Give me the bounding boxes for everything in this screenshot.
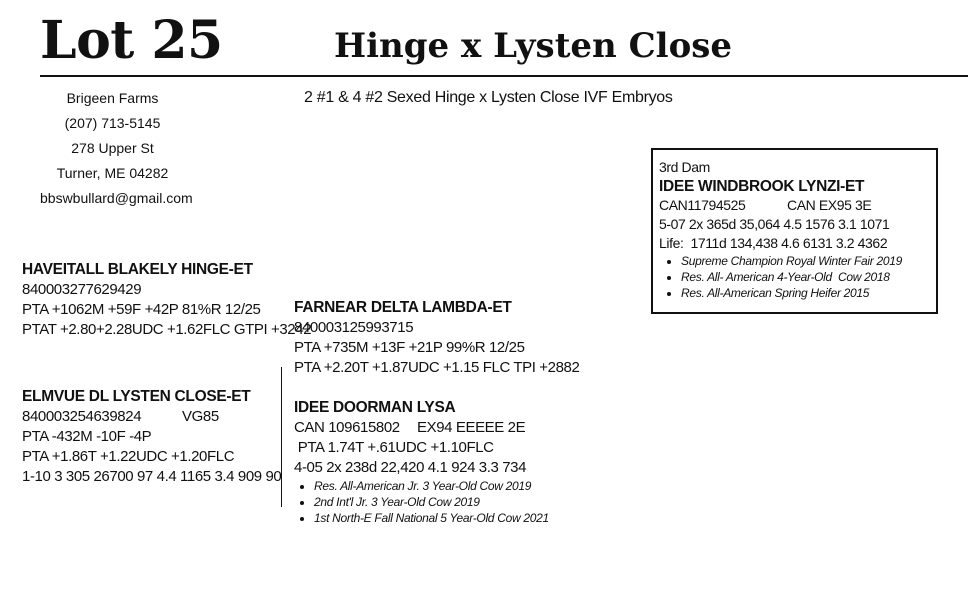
maternal-dam-classification: EX94 EEEEE 2E [417,419,526,436]
maternal-dam-registration-row [294,418,549,438]
dam-pta-type: PTA +1.86T +1.22UDC +1.20FLC [22,448,235,465]
list-item: • Res. All-American Jr. 3 Year-Old Cow 2019 [314,478,549,494]
third-dam-classification: CAN EX95 3E [787,197,872,213]
sire-block [22,260,311,340]
third-dam-lifetime-record: Life: 1711d 134,438 4.6 6131 3.2 4362 [659,235,888,251]
page-title: Hinge x Lysten Close [334,26,733,66]
third-dam-label: 3rd Dam [659,159,710,175]
sire-registration: 840003277629429 [22,281,142,298]
list-item: • 2nd Int'l Jr. 3 Year-Old Cow 2019 [314,494,549,510]
list-item: • Supreme Champion Royal Winter Fair 2019 [681,253,936,269]
dam-registration: 840003254639824 [22,408,142,425]
lot-number: Lot 25 [40,10,223,71]
third-dam-production-record: 5-07 2x 365d 35,064 4.5 1576 3.1 1071 [659,216,890,232]
maternal-sire-pta: PTA +735M +13F +21P 99%R 12/25 [294,339,525,356]
maternal-sire-registration: 840003125993715 [294,319,414,336]
sire-pta: PTA +1062M +59F +42P 81%R 12/25 [22,301,261,318]
header-divider [40,75,968,77]
maternal-dam-block [294,398,549,526]
sire-ptat: PTAT +2.80+2.28UDC +1.62FLC GTPI +3242 [22,321,312,338]
dam-production-record: 1-10 3 305 26700 97 4.4 1165 3.4 909 90 [22,468,282,485]
consignor-contact [40,86,193,211]
dam-block [22,387,281,487]
maternal-dam-registration: CAN 109615802 [294,419,400,436]
sire-name: HAVEITALL BLAKELY HINGE-ET [22,261,253,278]
dam-classification: VG85 [182,408,219,425]
dam-registration-row [22,407,281,427]
third-dam-honors [659,253,936,301]
maternal-dam-honors [294,478,549,526]
list-item: • Res. All- American 4-Year-Old Cow 2018 [681,269,936,285]
dam-pta: PTA -432M -10F -4P [22,428,152,445]
offering-description: 2 #1 & 4 #2 Sexed Hinge x Lysten Close IVF Embryos [304,89,673,106]
city-state-zip: Turner, ME 04282 [56,165,169,181]
maternal-dam-name: IDEE DOORMAN LYSA [294,399,456,416]
phone-number: (207) 713-5145 [64,115,161,131]
maternal-sire-block [294,298,579,378]
maternal-dam-production-record: 4-05 2x 238d 22,420 4.1 924 3.3 734 [294,459,527,476]
maternal-dam-pta: PTA 1.74T +.61UDC +1.10FLC [294,439,494,456]
pedigree-connector-line [281,367,282,507]
third-dam-registration-row [659,196,936,215]
third-dam-box [651,148,938,314]
list-item: • 1st North-E Fall National 5 Year-Old Cow 2021 [314,510,549,526]
maternal-sire-pta-type: PTA +2.20T +1.87UDC +1.15 FLC TPI +2882 [294,359,580,376]
third-dam-registration: CAN11794525 [659,197,746,213]
maternal-sire-name: FARNEAR DELTA LAMBDA-ET [294,299,512,316]
email-address: bbswbullard@gmail.com [40,190,193,206]
street-address: 278 Upper St [71,140,154,156]
list-item: • Res. All-American Spring Heifer 2015 [681,285,936,301]
dam-name: ELMVUE DL LYSTEN CLOSE-ET [22,388,251,405]
third-dam-name: IDEE WINDBROOK LYNZI-ET [659,178,865,195]
farm-name: Brigeen Farms [66,90,159,106]
